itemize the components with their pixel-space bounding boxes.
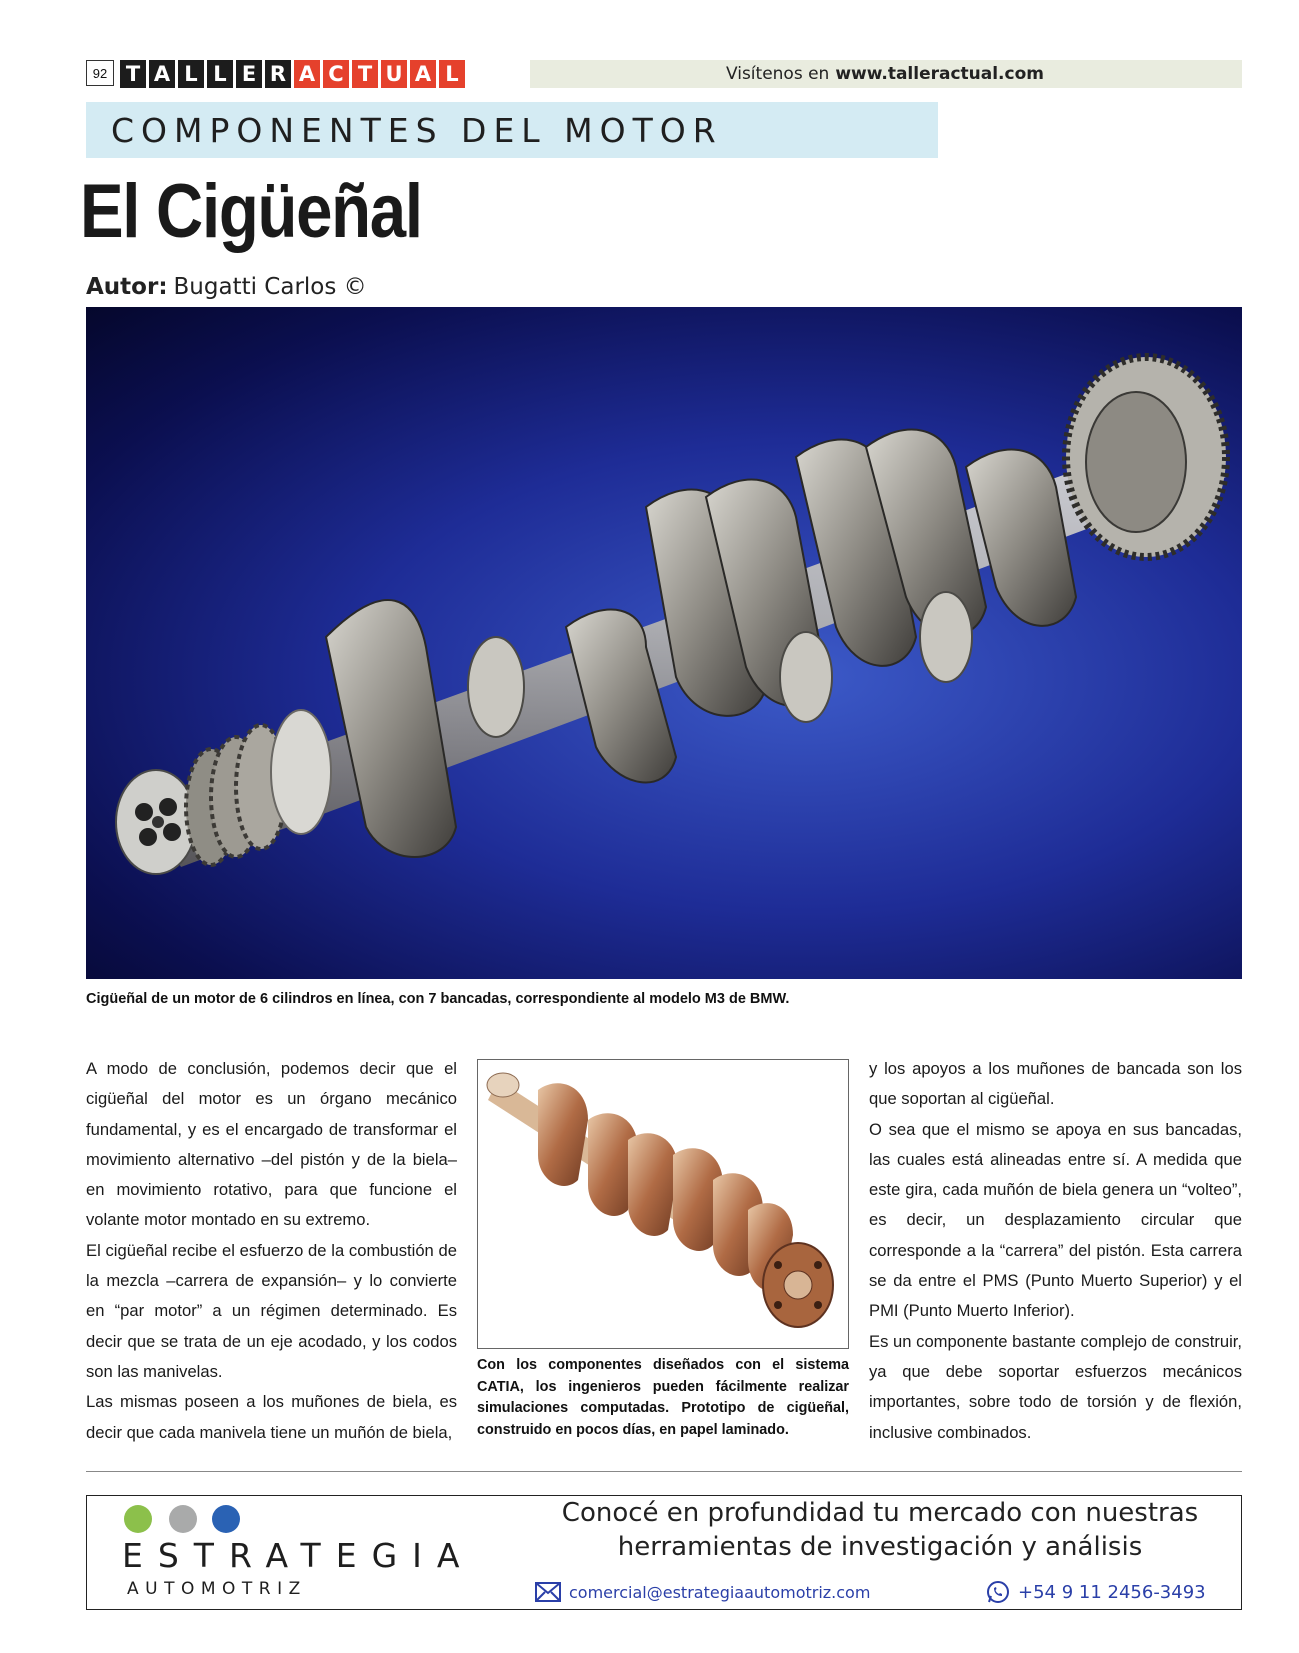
visit-text: Visítenos en [725,64,830,84]
paragraph: Es un componente bastante complejo de construir, ya que debe soportar esfuerzos mecánicos importantes, sobre todo de torsión y de flexión, inclusive combinados. [869,1331,1242,1442]
paragraph: O sea que el mismo se apoya en sus bancadas, las cuales está alineadas entre sí. A medida que este gira, cada muñón de biela genera un “volteo”, es decir, un desplazamiento circular que corresponde a la “carrera” del pistón. Esta carrera se da entre el PMS (Punto Muerto Superior) y el PMI (Punto Muerto Inferior). [869,1119,1242,1321]
ad-email-link[interactable] [535,1582,870,1602]
logo-letter: T [120,60,146,88]
prototype-caption: Con los componentes diseñados con el sistema CATIA, los ingenieros pueden fácilmente realizar simulaciones computadas. Prototipo de cigüeñal, construido en pocos días, en papel laminado. [477,1357,849,1438]
logo-letter: L [439,60,465,88]
page-number: 92 [86,60,114,86]
body-column-3 [869,1054,1242,1448]
logo-letter: C [323,60,349,88]
main-photo-caption: Cigüeñal de un motor de 6 cilindros en línea, con 7 bancadas, correspondiente al modelo M3 de BMW. [86,991,790,1007]
logo-letter: A [149,60,175,88]
ad-headline-line2: herramientas de investigación y análisis [617,1532,1143,1562]
author-line [86,274,367,300]
ad-phone-link[interactable] [986,1580,1206,1604]
prototype-photo [477,1059,849,1349]
section-label: COMPONENTES DEL MOTOR [86,102,938,158]
logo-letter: L [178,60,204,88]
logo-letter: A [294,60,320,88]
author-name: Bugatti Carlos © [173,274,367,300]
ad-headline [540,1496,1220,1564]
paper-crankshaft-illustration [478,1060,848,1348]
body-column-1 [86,1054,457,1448]
logo-letter: U [381,60,407,88]
ad-email: comercial@estrategiaautomotriz.com [569,1582,871,1602]
logo-letter: T [352,60,378,88]
paragraph: y los apoyos a los muñones de bancada son los que soportan al cigüeñal. [869,1059,1242,1109]
paragraph: Las mismas poseen a los muñones de biela, es decir que cada manivela tiene un muñón de biela, [86,1392,457,1442]
visit-banner [530,60,1242,88]
article-title: El Cigüeñal [80,169,422,254]
magazine-logo [120,60,465,88]
crankshaft-illustration [86,307,1242,979]
brand-dot-green [124,1505,152,1533]
brand-subtitle: AUTOMOTRIZ [127,1579,307,1599]
visit-url-link[interactable]: www.talleractual.com [835,64,1044,84]
whatsapp-icon [986,1580,1010,1604]
brand-dot-blue [212,1505,240,1533]
ad-headline-line1: Conocé en profundidad tu mercado con nuestras [561,1498,1199,1528]
logo-letter: R [265,60,291,88]
paragraph: A modo de conclusión, podemos decir que el cigüeñal del motor es un órgano mecánico fundamental, y es el encargado de transformar el movimiento alternativo –del pistón y de la biela– en movimiento rotativo, para que funcione el volante motor montado en su extremo. [86,1059,457,1230]
paragraph: El cigüeñal recibe el esfuerzo de la combustión de la mezcla –carrera de expansión– y lo convierte en “par motor” a un régimen determinado. Es decir que se trata de un eje acodado, y los codos son las manivelas. [86,1240,457,1381]
brand-name: ESTRATEGIA [122,1536,475,1575]
mail-icon [535,1582,561,1602]
divider [86,1471,1242,1472]
crankshaft-photo [86,307,1242,979]
ad-phone: +54 9 11 2456-3493 [1018,1581,1206,1603]
author-label: Autor: [86,274,168,300]
logo-letter: L [207,60,233,88]
logo-letter: E [236,60,262,88]
brand-dot-gray [169,1505,197,1533]
logo-letter: A [410,60,436,88]
